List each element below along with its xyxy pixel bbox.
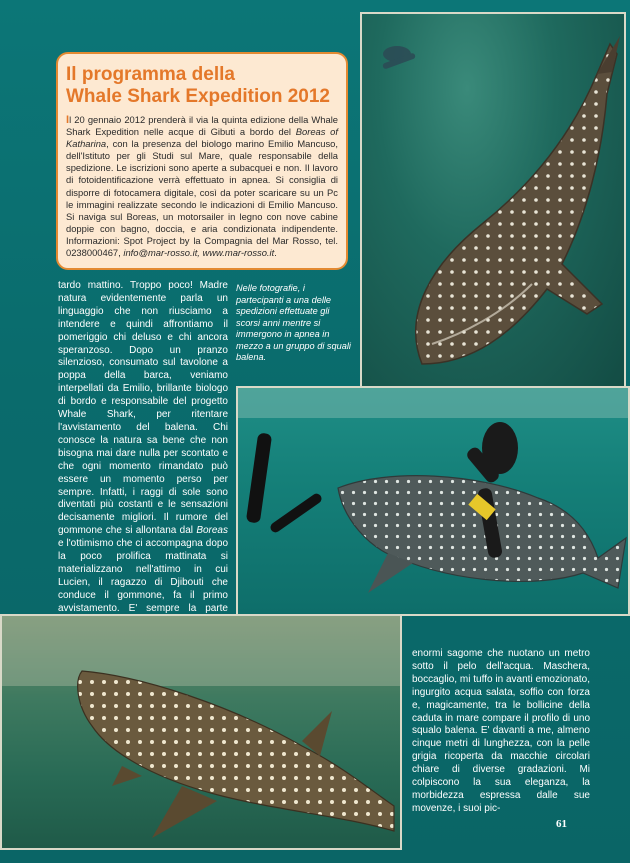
- snorkelers-photo: [236, 386, 630, 616]
- whale-shark-photo-bottom: [0, 614, 402, 850]
- info-text-end: .: [274, 247, 277, 259]
- info-box-body: [66, 114, 338, 259]
- col2-text: enormi sagome che nuotano un metro sotto il pelo dell'acqua. Maschera, boccaglio, mi tuffo in avanti emozionato, ingurgito acqua salata, soffio con forza e, magicamente, tra le bollicine della caduta in mare compare il profilo di uno squalo balena. E' davanti a me, almeno cinque metri di lunghezza, con la pelle grigia ricoperta da macchie circolari chiare di diverse gradazioni. Mi colpiscono la sua eleganza, la morbidezza espressa dalle sue movenze, i suoi pic-: [412, 648, 590, 814]
- col1-boat: Boreas: [196, 525, 228, 537]
- info-text-a: l 20 gennaio 2012 prenderà il via la quinta edizione della Whale Shark Expedition nelle acque di Gibuti a bordo del: [66, 114, 338, 138]
- whale-shark-photo-top: [360, 12, 626, 388]
- info-title-line1: Il programma della: [66, 64, 235, 85]
- contact-info: info@mar-rosso.it, www.mar-rosso.it: [123, 247, 275, 259]
- expedition-info-box: [56, 52, 348, 270]
- boat-name: Boreas of Katharina: [66, 126, 338, 150]
- info-box-title: [66, 64, 338, 108]
- col1-text-b: e l'ottimismo che ci accompagna dopo la poco prolifica mattinata si materializzano nell'attimo in cui Lucien, il ragazzo di Djibouti che conduce il gommone, fa il primo avvistamento. E' sempre la parte: [58, 538, 228, 614]
- page-number: 61: [556, 818, 567, 830]
- col1-text-a: tardo mattino. Troppo poco! Madre natura evidentemente parla un linguaggio che non riusciamo a intendere e quindi affrontiamo il pomeriggio chi deluso e chi ancora speranzoso. Dopo un pranzo silenzioso, consumato sul tavolone a poppa della barca, veniamo interpellati da Emilio, brillante biologo di bordo e responsabile del progetto Whale Shark, per ritentare l'avvistamento del balena. Chi conosce la natura sa bene che non bisogna mai dare nulla per scontato e che ogni momento rimandato può essere un momento perso per sempre. Infatti, i raggi di sole sono diventati più costanti e le sensazioni decisamente migliori. Il rumore del gommone che si allontana dal: [58, 280, 228, 537]
- info-title-line2: Whale Shark Expedition 2012: [66, 86, 330, 107]
- info-text-b: , con la presenza del biologo marino Emilio Mancuso, dell'Istituto per gli Studi sul Mare, quale responsabile della spedizione. Le iscrizioni sono aperte a subacquei e non. Il lavoro di fotoidentificazione verrà effettuato in apnea. Si consiglia di disporre di fotocamera digitale, così da poter scaricare su un Pc le immagini realizzate secondo le indicazioni di Emilio Mancuso. Si naviga sul Boreas, un motorsailer in legno con nove cabine doppie con bagno, doccia, e aria condizionata indipendente. Informazioni: Spot Project by la Compagnia del Mar Rosso, tel. 0238000467,: [66, 138, 338, 259]
- drop-cap: I: [66, 114, 70, 126]
- photo-caption: Nelle fotografie, i partecipanti a una delle spedizioni effettuate gli scorsi anni mentre si immergono in apnea in mezzo a un gruppo di squali balena.: [236, 283, 351, 362]
- article-column-1: [58, 280, 228, 667]
- article-column-2: [412, 648, 590, 816]
